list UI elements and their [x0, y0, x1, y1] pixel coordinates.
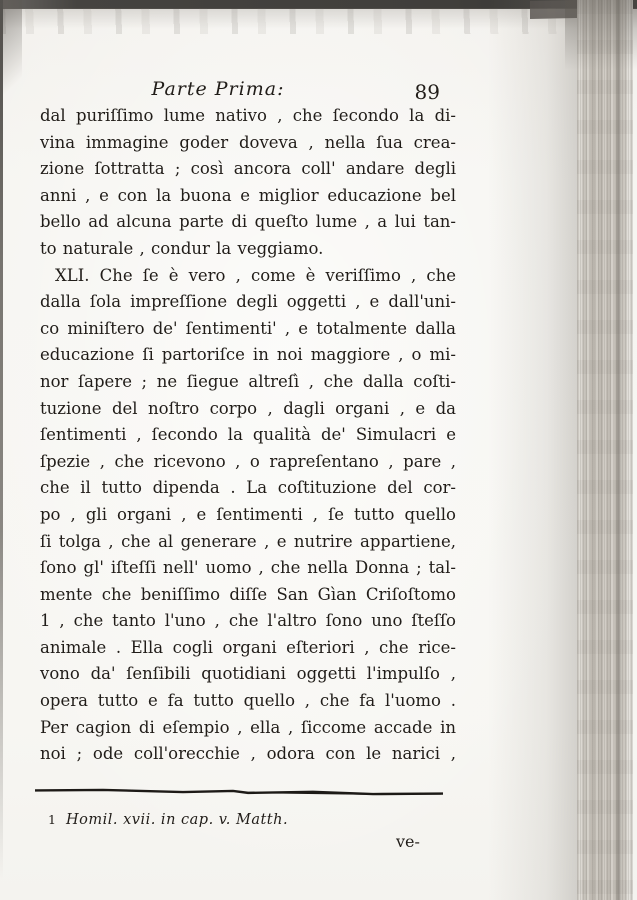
- header-title: Parte Prima:: [151, 78, 285, 100]
- left-edge-line: [0, 0, 3, 880]
- footnote-text: Homil. xvii. in cap. v. Matth.: [65, 812, 289, 828]
- right-band-dark-streak: [615, 0, 622, 900]
- text-line: zione ſottratta ; così ancora coll' andare degli: [40, 159, 456, 179]
- text-line: ſi tolga , che al generare , e nutrire appartiene,: [40, 531, 456, 551]
- body-text: [40, 103, 456, 768]
- text-line: XLI. Che ſe è vero , come è veriſſimo , che: [55, 265, 456, 285]
- top-left-corner-shade: [0, 0, 22, 120]
- text-line: animale . Ella cogli organi eſteriori , che rice-: [40, 637, 456, 657]
- text-line: opera tutto e fa tutto quello , che fa l'uomo .: [40, 691, 456, 711]
- text-line: educazione ſi partoriſce in noi maggiore , o mi-: [40, 345, 456, 365]
- text-line: vono da' ſenſibili quotidiani oggetti l'impulſo ,: [40, 664, 456, 684]
- text-line: dal puriſſimo lume nativo , che ſecondo la di-: [40, 106, 456, 125]
- gutter-shadow: [488, 0, 578, 900]
- footnote-separator: [33, 786, 445, 797]
- right-band-top-shade: [565, 0, 637, 70]
- text-line: dalla ſola impreſſione degli oggetti , e dall'uni-: [40, 292, 456, 312]
- text-line: 1 , che tanto l'uno , che l'altro ſono uno ſteſſo: [40, 611, 456, 631]
- text-line: ſentimenti , ſecondo la qualità de' Simulacri e: [40, 425, 456, 445]
- text-line: po , gli organi , e ſentimenti , ſe tutto quello: [40, 504, 456, 524]
- text-line: ſono gl' iſteſſi nell' uomo , che nella Donna ; tal-: [40, 558, 456, 578]
- text-line: che il tutto dipenda . La coſtituzione del cor-: [40, 478, 456, 498]
- text-line: Per cagion di eſempio , ella , ſiccome accade in: [40, 717, 456, 737]
- text-line: bello ad alcuna parte di queſto lume , a lui tan-: [40, 212, 456, 232]
- page-number: 89: [414, 80, 440, 104]
- text-line: nor ſapere ; ne ſiegue altreſì , che dalla coſti-: [40, 371, 456, 391]
- text-line: co miniſtero de' ſentimenti' , e totalmente dalla: [40, 318, 456, 338]
- text-line: anni , e con la buona e miglior educazione bel: [40, 185, 456, 205]
- right-page-edges-band: [577, 0, 633, 900]
- footnote: [48, 812, 288, 828]
- catchword: ve-: [396, 832, 420, 851]
- text-line: ſpezie , che ricevono , o rapreſentano , pare ,: [40, 451, 456, 471]
- footnote-marker: 1: [48, 812, 56, 827]
- text-line: noi ; ode coll'orecchie , odora con le narici ,: [40, 744, 456, 764]
- text-line: tuzione del noſtro corpo , dagli organi , e da: [40, 398, 456, 418]
- running-header: [40, 78, 456, 104]
- text-line: to naturale , condur la veggiamo.: [40, 238, 324, 258]
- text-line: vina immagine goder doveva , nella ſua crea-: [40, 132, 456, 152]
- text-line: mente che beniſſimo diſſe San Gìan Criſoſtomo: [40, 584, 456, 604]
